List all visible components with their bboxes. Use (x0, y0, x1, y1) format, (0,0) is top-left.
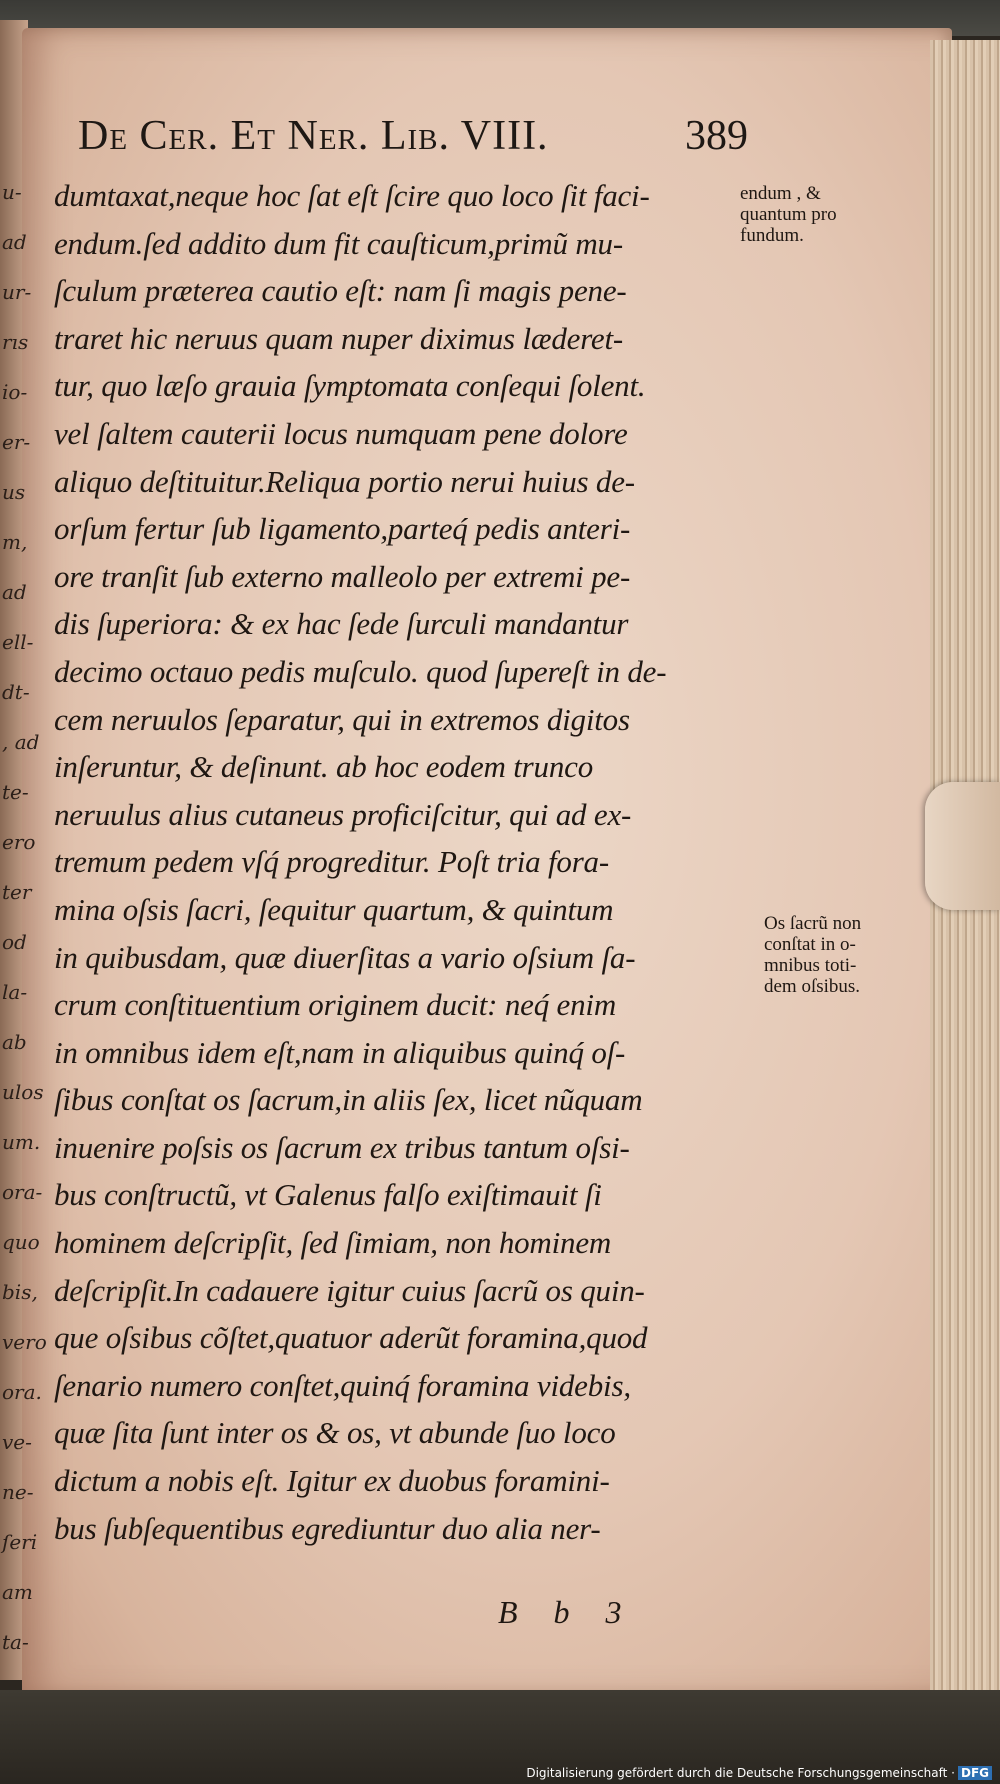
facing-page-fragment: io- (2, 380, 28, 404)
text-line: crum conſtituentium originem ducit: neq́ enim (54, 987, 617, 1023)
text-line: quæ ſita ſunt inter os & os, vt abunde ſuo loco (54, 1415, 616, 1451)
facing-page-fragment: ad (2, 230, 27, 254)
margin-note-line: dem oſsibus. (764, 976, 861, 997)
text-line: in omnibus idem eſt,nam in aliquibus quinq́ oſ- (54, 1034, 626, 1070)
facing-page-fragment: te- (2, 780, 29, 804)
dfg-logo: DFG (958, 1766, 992, 1780)
facing-page-fragment: us (2, 480, 26, 504)
page-tab-marker (925, 782, 1000, 910)
facing-page-fragment: ora. (2, 1380, 42, 1404)
facing-page-fragment: ſeri (2, 1530, 38, 1554)
facing-page-fragment: bis, (2, 1280, 38, 1304)
facing-page-fragment: u- (2, 180, 22, 204)
text-line: dis ſuperiora: & ex hac ſede ſurculi mandantur (54, 606, 629, 642)
facing-page-fragment: vero (2, 1330, 47, 1354)
facing-page-fragment: la- (2, 980, 28, 1004)
facing-page-fragment: ora- (2, 1180, 43, 1204)
facing-page-fragment: od (2, 930, 27, 954)
text-line: traret hic neruus quam nuper diximus læderet- (54, 320, 624, 356)
text-line: aliquo deſtituitur.Reliqua portio nerui huius de- (54, 463, 635, 499)
facing-page-fragment: ell- (2, 630, 34, 654)
facing-page-fragment: ne- (2, 1480, 34, 1504)
facing-page-fragment: ero (2, 830, 36, 854)
margin-note-line: quantum pro (740, 204, 837, 225)
facing-page-fragment: ur- (2, 280, 32, 304)
margin-note-line: fundum. (740, 225, 804, 246)
text-line: ſculum præterea cautio eſt: nam ſi magis pene- (54, 273, 627, 309)
text-line: orſum fertur ſub ligamento,parteq́ pedis anteri- (54, 511, 631, 547)
facing-page-fragment: dt- (2, 680, 30, 704)
facing-page-fragment: ta- (2, 1630, 29, 1654)
text-line: tur, quo læſo grauia ſymptomata conſequi ſolent. (54, 368, 646, 404)
margin-note-line: Os ſacrũ non (764, 913, 862, 934)
facing-page-fragment: am (2, 1580, 33, 1604)
text-line: mina oſsis ſacri, ſequitur quartum, & quintum (54, 891, 614, 927)
text-line: ſibus conſtat os ſacrum,in aliis ſex, licet nũquam (54, 1082, 643, 1118)
facing-page-fragment: ve- (2, 1430, 32, 1454)
facing-page-fragment: ulos (2, 1080, 44, 1104)
text-line: que oſsibus cõſtet,quatuor aderũt foramina,quod (54, 1320, 648, 1356)
text-line: bus ſubſequentibus egrediuntur duo alia ner- (54, 1510, 601, 1546)
text-line: endum.ſed addito dum fit cauſticum,primũ mu- (54, 225, 623, 261)
digitization-credit (526, 1766, 992, 1780)
body-text (54, 172, 754, 1552)
facing-page-fragment: ab (2, 1030, 27, 1054)
signature-mark: B b 3 (498, 1594, 636, 1630)
text-line: dictum a nobis eſt. Igitur ex duobus foramini- (54, 1463, 610, 1499)
text-line: in quibusdam, quæ diuerſitas a vario oſsium ſa- (54, 939, 636, 975)
margin-note-line: mnibus toti- (764, 955, 857, 976)
facing-page-fragment: er- (2, 430, 31, 454)
text-line: tremum pedem vſq́ progreditur. Poſt tria fora- (54, 844, 609, 880)
margin-note-line: endum , & (740, 183, 821, 204)
facing-page-fragment: m, (2, 530, 28, 554)
text-line: neruulus alius cutaneus proficiſcitur, qui ad ex- (54, 796, 632, 832)
text-line: ore tranſit ſub externo malleolo per extremi pe- (54, 558, 631, 594)
facing-page-fragment: ter (2, 880, 32, 904)
text-line: vel ſaltem cauterii locus numquam pene dolore (54, 415, 628, 451)
text-line: decimo octauo pedis muſculo. quod ſupereſt in de- (54, 653, 667, 689)
facing-page-fragment: quo (2, 1230, 40, 1254)
facing-page-fragment: ad (2, 580, 27, 604)
credit-text: Digitalisierung gefördert durch die Deutsche Forschungsgemeinschaft · (526, 1766, 955, 1780)
facing-page-fragment: um. (2, 1130, 41, 1154)
text-line: cem neruulos ſeparatur, qui in extremos digitos (54, 701, 630, 737)
header-title: De Cer. Et Ner. Lib. VIII. (78, 113, 549, 159)
text-line: inuenire poſsis os ſacrum ex tribus tantum oſsi- (54, 1129, 630, 1165)
running-header (78, 112, 748, 162)
text-line: dumtaxat,neque hoc ſat eſt ſcire quo loco ſit faci- (54, 178, 650, 213)
facing-page-fragment: rıs (2, 330, 29, 354)
facing-page-fragment: , ad (2, 730, 40, 754)
text-line: inſeruntur, & deſinunt. ab hoc eodem trunco (54, 749, 594, 785)
text-line: bus conſtructũ, vt Galenus falſo exiſtimauit ſi (54, 1177, 602, 1213)
text-line: ſenario numero conſtet,quinq́ foramina videbis, (54, 1367, 631, 1403)
margin-note-os-sacrum (764, 913, 861, 997)
text-line: hominem deſcripſit, ſed ſimiam, non hominem (54, 1225, 612, 1261)
text-line: deſcripſit.In cadauere igitur cuius ſacrũ os quin- (54, 1272, 645, 1308)
margin-note-line: conſtat in o- (764, 934, 856, 955)
margin-note-endum (740, 183, 837, 246)
page-number: 389 (685, 113, 748, 159)
